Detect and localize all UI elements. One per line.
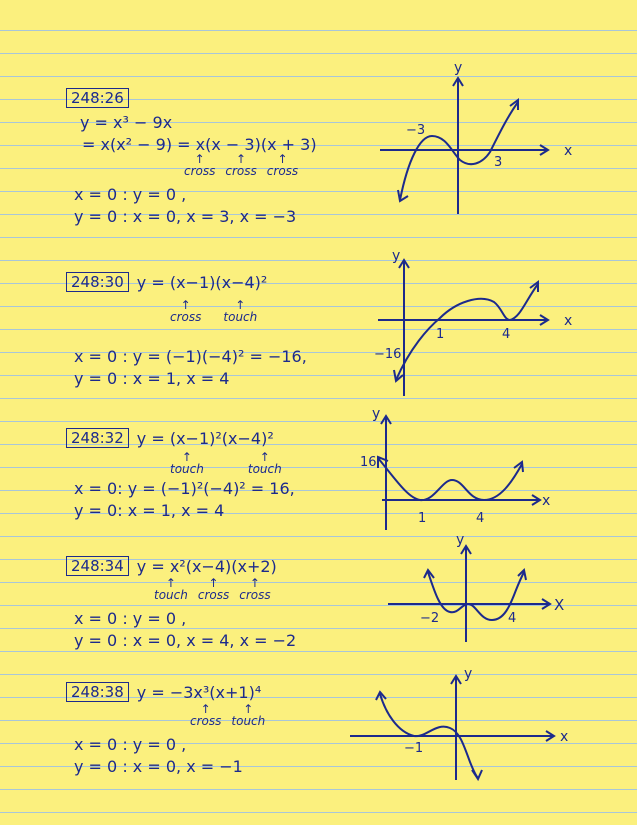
curve [378, 458, 522, 500]
problem-248-30 [66, 272, 366, 390]
tick-label: 1 [418, 511, 427, 526]
y-axis-label: y [454, 60, 463, 76]
annotation: cross [239, 588, 271, 602]
x-intercepts-line: y = 0: x = 1, x = 4 [74, 501, 225, 520]
tick-label: 4 [476, 511, 485, 526]
x-axis-label: x [542, 493, 551, 509]
problem-248-32 [66, 428, 366, 522]
tick-label: 4 [508, 611, 517, 626]
annotation: touch [247, 462, 282, 476]
y-axis-label: y [464, 666, 473, 682]
tick-label: −1 [404, 741, 424, 756]
curve [396, 284, 538, 380]
y-intercept-line: x = 0 : y = (−1)(−4)² = −16, [74, 347, 307, 366]
y-intercept-line: x = 0: y = (−1)²(−4)² = 16, [74, 479, 295, 498]
tick-label: 16 [360, 455, 377, 470]
problem-label: 248:38 [66, 682, 129, 702]
problem-label: 248:32 [66, 428, 129, 448]
tick-label: −16 [374, 347, 402, 362]
factored-equation: = x(x² − 9) = x(x − 3)(x + 3) [82, 135, 317, 154]
y-axis-label: y [392, 248, 401, 264]
equation: y = x²(x−4)(x+2) [136, 557, 277, 576]
annotation: cross [190, 714, 222, 728]
x-intercepts-line: y = 0 : x = 0, x = 4, x = −2 [74, 631, 297, 650]
problem-label: 248:34 [66, 556, 129, 576]
annotation: cross [266, 164, 299, 178]
problem-248-34 [66, 556, 366, 652]
zero-annotations: ↑ cross ↑ cross ↑ cross [184, 152, 299, 178]
graph-248-30 [370, 248, 580, 403]
annotation: touch [170, 462, 204, 476]
zero-annotations: ↑ touch ↑ touch [170, 450, 282, 476]
tick-label: 4 [502, 327, 511, 342]
y-intercept-line: x = 0 : y = 0 , [74, 609, 187, 628]
equation: y = (x−1)²(x−4)² [136, 429, 274, 448]
annotation: cross [225, 164, 257, 178]
graph-248-26 [370, 60, 573, 220]
tick-label: −3 [406, 123, 426, 138]
zero-annotations: ↑ touch ↑ cross ↑ cross [154, 576, 271, 602]
annotation: touch [223, 310, 258, 324]
zero-annotations: ↑ cross ↑ touch [170, 298, 258, 324]
equation: y = −3x³(x+1)⁴ [136, 683, 262, 702]
x-intercepts-line: y = 0 : x = 0, x = 3, x = −3 [74, 207, 297, 226]
x-axis-label: X [554, 596, 565, 614]
graph-248-34 [384, 532, 584, 650]
annotation: cross [184, 164, 216, 178]
tick-label: 3 [494, 155, 503, 170]
problem-label: 248:26 [66, 88, 129, 108]
graph-248-38 [346, 664, 576, 784]
curve-arrow [472, 770, 482, 779]
y-axis-label: y [456, 532, 465, 548]
tick-label: −2 [420, 611, 440, 626]
x-axis-label: x [560, 729, 569, 745]
equation: y = x³ − 9x [80, 113, 173, 132]
x-axis-label: x [564, 313, 573, 329]
problem-248-38 [66, 682, 366, 778]
y-intercept-line: x = 0 : y = 0 , [74, 185, 187, 204]
y-intercept-line: x = 0 : y = 0 , [74, 735, 187, 754]
x-intercepts-line: y = 0 : x = 1, x = 4 [74, 369, 230, 388]
zero-annotations: ↑ cross ↑ touch [190, 702, 266, 728]
annotation: cross [197, 588, 230, 602]
y-axis-label: y [372, 406, 381, 422]
annotation: touch [154, 588, 188, 602]
curve-arrow [398, 190, 408, 201]
graph-248-32 [356, 404, 566, 536]
tick-label: 1 [436, 327, 445, 342]
problem-248-26 [66, 88, 366, 228]
x-axis-label: x [564, 143, 573, 159]
x-intercepts-line: y = 0 : x = 0, x = −1 [74, 757, 243, 776]
annotation: cross [170, 310, 202, 324]
annotation: touch [231, 714, 266, 728]
equation: y = (x−1)(x−4)² [136, 273, 268, 292]
problem-label: 248:30 [66, 272, 129, 292]
